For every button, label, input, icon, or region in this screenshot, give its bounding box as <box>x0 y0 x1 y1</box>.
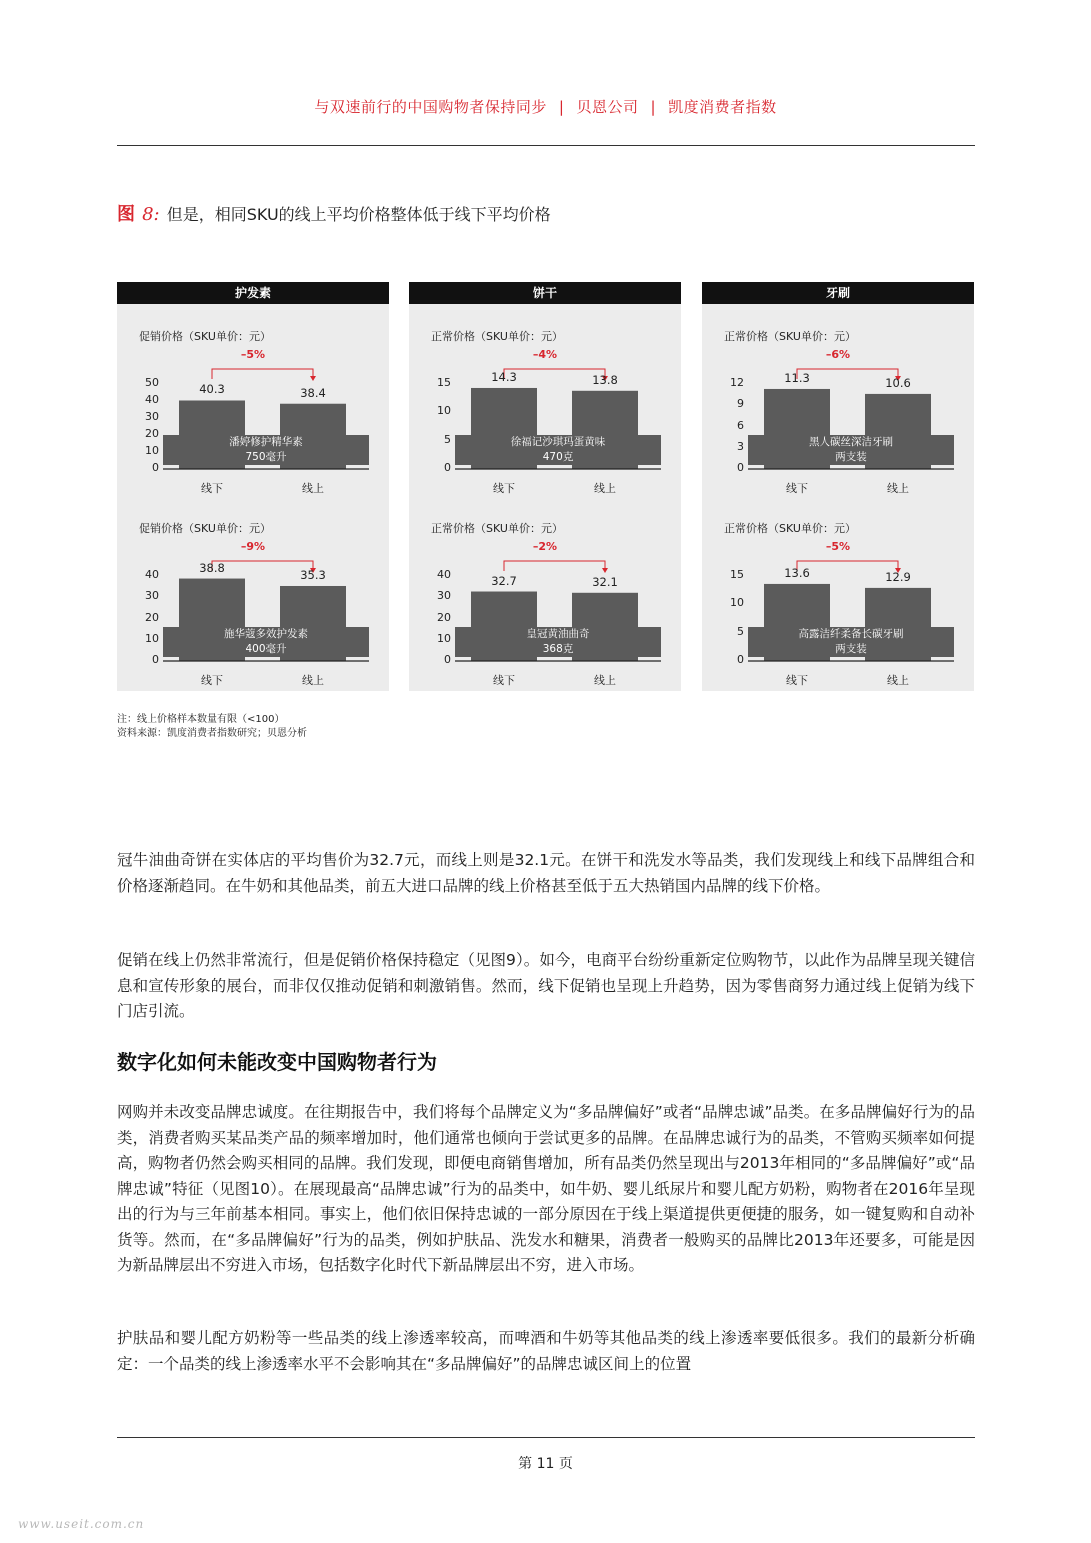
y-tick-label: 9 <box>737 397 744 411</box>
product-name: 皇冠黄油曲奇 <box>526 628 590 640</box>
source-text: 资料来源：凯度消费者指数研究；贝恩分析 <box>117 728 307 739</box>
product-name: 黑人碳丝深洁牙刷 <box>809 436 893 448</box>
value-label: 40.3 <box>199 382 225 397</box>
chart-plot <box>409 520 681 696</box>
y-tick-label: 10 <box>437 404 451 418</box>
product-size: 两支装 <box>835 451 867 463</box>
chart-danish-cookies <box>409 520 681 696</box>
y-tick-label: 30 <box>145 410 159 423</box>
page-number: 第 11 页 <box>518 1456 573 1472</box>
y-tick-label: 6 <box>737 418 744 432</box>
x-label-offline: 线下 <box>786 482 808 495</box>
x-label-online: 线上 <box>302 674 324 687</box>
y-tick-label: 12 <box>730 376 744 389</box>
footer-rule <box>117 1437 975 1438</box>
change-label: –5% <box>240 348 266 361</box>
chart-plot <box>117 520 389 696</box>
figure-number: 8: <box>142 204 160 225</box>
x-label-offline: 线下 <box>493 482 515 495</box>
paragraph-3: 网购并未改变品牌忠诚度。在往期报告中，我们将每个品牌定义为“多品牌偏好”或者“品牌忠诚”品类。在多品牌偏好行为的品类，消费者购买某品类产品的频率增加时，他们通常也倾向于尝试更多的品牌。在品牌忠诚行为的品类，不管购买频率如何提高，购物者仍然会购买相同的品牌。我们发现，即便电商销售增加，所有品类仍然呈现出与2013年相同的“多品牌偏好”或“品牌忠诚”特征（见图10）。在展现最高“品牌忠诚”行为的品类中，如牛奶、婴儿纸尿片和婴儿配方奶粉，购物者在2016年呈现出的行为与三年前基本相同。事实上，他们依旧保持忠诚的一部分原因在于线上渠道提供更便捷的服务，如一键复购和自动补货等。然而，在“多品牌偏好”行为的品类，例如护肤品、洗发水和糖果，消费者一般购买的品牌比2013年还要多，可能是因为新品牌层出不穷进入市场，包括数字化时代下新品牌层出不穷，进入市场。 <box>117 1103 975 1274</box>
value-label: 11.3 <box>784 370 810 385</box>
report-header <box>0 96 1091 117</box>
product-size: 368克 <box>542 643 574 655</box>
product-label <box>748 435 954 465</box>
value-label: 14.3 <box>491 369 517 384</box>
y-tick-label: 20 <box>145 427 159 440</box>
paragraph-1: 冠牛油曲奇饼在实体店的平均售价为32.7元，而线上则是32.1元。在饼干和洗发水等品类，我们发现线上和线下品牌组合和价格逐渐趋同。在牛奶和其他品类，前五大进口品牌的线上价格甚至低于五大热销国内品牌的线下价格。 <box>117 851 975 895</box>
y-tick-label: 10 <box>730 596 744 610</box>
change-label: –4% <box>532 348 558 361</box>
chart-schwarzkopf <box>117 520 389 696</box>
value-label: 12.9 <box>885 569 911 584</box>
change-bracket <box>212 369 313 379</box>
y-tick-label: 5 <box>444 432 451 446</box>
panel-conditioner <box>117 282 389 691</box>
x-label-online: 线上 <box>302 482 324 495</box>
product-size: 750毫升 <box>245 451 287 463</box>
chart-ylabel: 促销价格（SKU单价：元） <box>139 330 271 343</box>
y-tick-label: 15 <box>730 568 744 581</box>
x-label-online: 线上 <box>887 482 909 495</box>
product-label <box>748 627 954 657</box>
x-label-offline: 线下 <box>786 674 808 687</box>
change-label: –6% <box>825 348 851 361</box>
y-tick-label: 0 <box>444 461 451 474</box>
y-tick-label: 0 <box>152 653 159 666</box>
figure-caption: 但是，相同SKU的线上平均价格整体低于线下平均价格 <box>166 205 551 224</box>
header-separator: | <box>558 98 565 116</box>
chart-ylabel: 正常价格（SKU单价：元） <box>724 330 856 343</box>
change-label: –2% <box>532 540 558 553</box>
panel-toothbrush <box>702 282 974 691</box>
paragraph-2: 促销在线上仍然非常流行，但是促销价格保持稳定（见图9）。如今，电商平台纷纷重新定位购物节，以此作为品牌呈现关键信息和宣传形象的展台，而非仅仅推动促销和刺激销售。然而，线下促销也呈现上升趋势，因为零售商努力通过线上促销为线下门店引流。 <box>117 951 975 1020</box>
y-tick-label: 10 <box>145 444 159 457</box>
x-label-online: 线上 <box>887 674 909 687</box>
change-label: –5% <box>825 540 851 553</box>
header-rule <box>117 145 975 146</box>
product-label <box>163 627 369 657</box>
chart-darlie <box>702 328 974 504</box>
y-tick-label: 0 <box>737 461 744 474</box>
value-label: 32.1 <box>592 574 618 589</box>
value-label: 13.6 <box>784 565 810 580</box>
note-text: 注：线上价格样本数量有限（<100） <box>117 714 285 725</box>
y-tick-label: 5 <box>737 624 744 638</box>
chart-pantene <box>117 328 389 504</box>
change-label: –9% <box>240 540 266 553</box>
x-label-offline: 线下 <box>201 674 223 687</box>
panel-title: 护发素 <box>117 282 389 304</box>
product-name: 施华蔻多效护发素 <box>224 628 308 640</box>
y-tick-label: 30 <box>437 589 451 603</box>
value-label: 38.8 <box>199 560 225 575</box>
y-tick-label: 50 <box>145 376 159 389</box>
product-size: 两支装 <box>835 643 867 655</box>
chart-xufuji <box>409 328 681 504</box>
x-label-offline: 线下 <box>201 482 223 495</box>
y-tick-label: 3 <box>737 439 744 453</box>
header-separator: | <box>650 98 657 116</box>
y-tick-label: 40 <box>145 393 159 406</box>
value-label: 38.4 <box>300 385 326 400</box>
y-tick-label: 30 <box>145 589 159 603</box>
product-name: 高露洁纤柔备长碳牙刷 <box>798 628 904 640</box>
watermark: www.useit.com.cn <box>18 1517 145 1531</box>
value-label: 35.3 <box>300 567 326 582</box>
figure-title <box>117 200 551 226</box>
chart-colgate <box>702 520 974 696</box>
product-name: 潘婷修护精华素 <box>229 436 303 448</box>
chart-ylabel: 正常价格（SKU单价：元） <box>431 522 563 535</box>
value-label: 13.8 <box>592 372 618 387</box>
chart-ylabel: 促销价格（SKU单价：元） <box>139 522 271 535</box>
y-tick-label: 0 <box>737 653 744 666</box>
value-label: 32.7 <box>491 573 517 588</box>
header-title: 与双速前行的中国购物者保持同步 <box>314 98 547 116</box>
y-tick-label: 0 <box>152 461 159 474</box>
y-tick-label: 0 <box>444 653 451 666</box>
y-tick-label: 20 <box>145 610 159 624</box>
panel-title: 饼干 <box>409 282 681 304</box>
paragraph-4: 护肤品和婴儿配方奶粉等一些品类的线上渗透率较高，而啤酒和牛奶等其他品类的线上渗透率要低很多。我们的最新分析确定：一个品类的线上渗透率水平不会影响其在“多品牌偏好”的品牌忠诚区间上的位置 <box>117 1329 975 1373</box>
header-partner: 凯度消费者指数 <box>668 98 777 116</box>
product-name: 徐福记沙琪玛蛋黄味 <box>510 436 606 448</box>
y-tick-label: 15 <box>437 376 451 389</box>
figure-notes <box>117 713 307 741</box>
product-label <box>455 435 661 465</box>
section-heading: 数字化如何未能改变中国购物者行为 <box>117 1050 437 1074</box>
chart-ylabel: 正常价格（SKU单价：元） <box>724 522 856 535</box>
y-tick-label: 20 <box>437 610 451 624</box>
panel-title: 牙刷 <box>702 282 974 304</box>
change-arrowhead <box>310 376 316 381</box>
panel-biscuits <box>409 282 681 691</box>
x-label-online: 线上 <box>594 674 616 687</box>
product-label <box>455 627 661 657</box>
product-size: 470克 <box>542 451 574 463</box>
change-bracket <box>504 561 605 571</box>
value-label: 10.6 <box>885 375 911 390</box>
change-arrowhead <box>602 568 608 573</box>
x-label-online: 线上 <box>594 482 616 495</box>
y-tick-label: 40 <box>145 568 159 581</box>
y-tick-label: 40 <box>437 568 451 581</box>
chart-plot <box>702 328 974 504</box>
y-tick-label: 10 <box>437 631 451 645</box>
product-size: 400毫升 <box>245 643 287 655</box>
figure-label: 图 <box>117 204 135 225</box>
header-company: 贝恩公司 <box>576 98 639 116</box>
x-label-offline: 线下 <box>493 674 515 687</box>
chart-ylabel: 正常价格（SKU单价：元） <box>431 330 563 343</box>
y-tick-label: 10 <box>145 631 159 645</box>
product-label <box>163 435 369 465</box>
